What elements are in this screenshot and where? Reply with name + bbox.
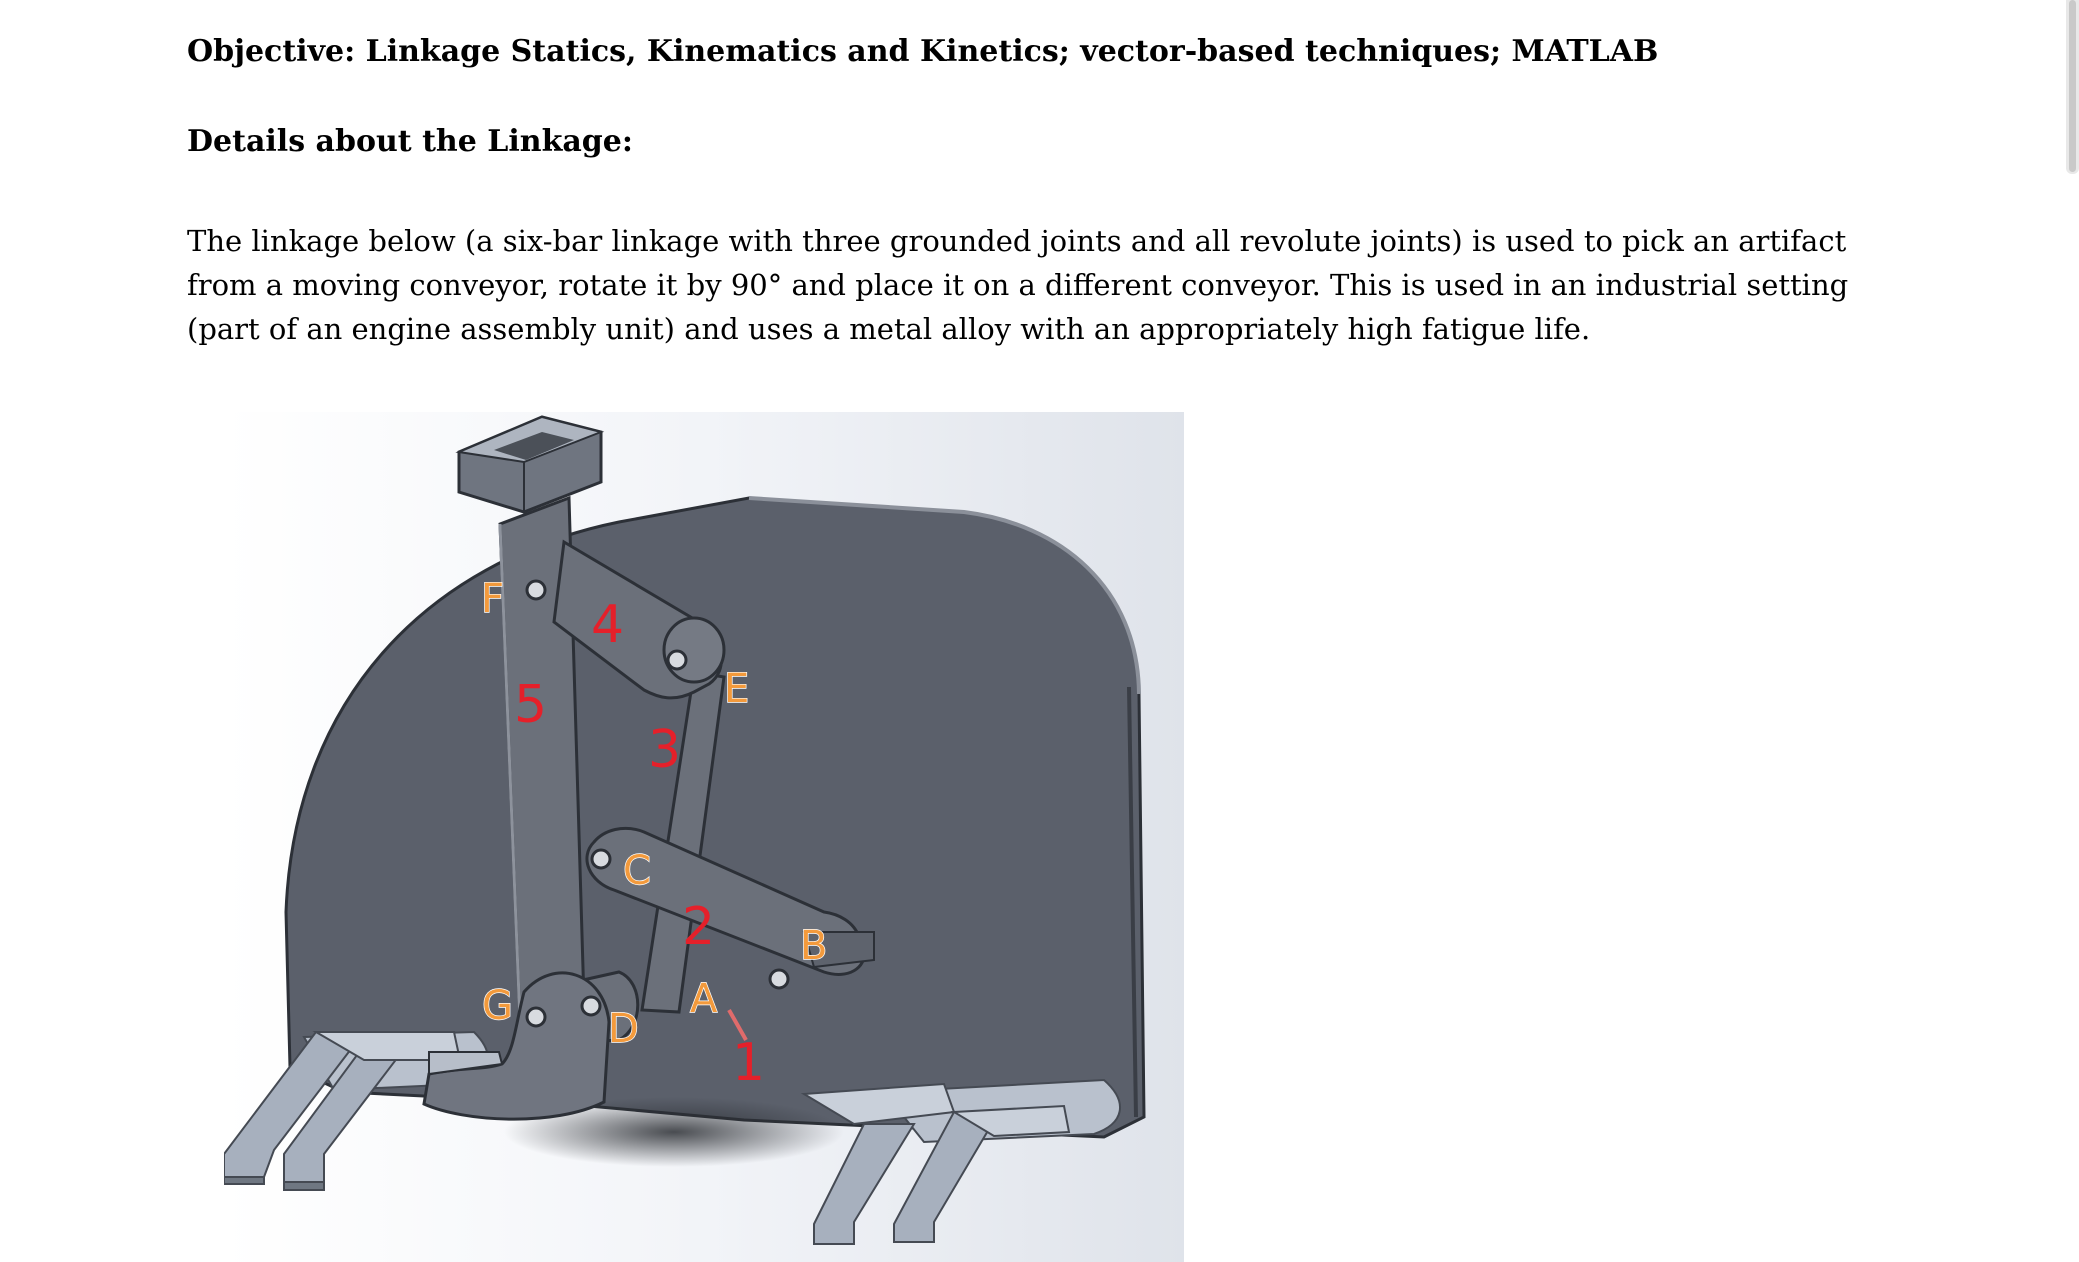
joint-label-c: C: [623, 848, 651, 894]
linkage-cad-render: [224, 412, 1184, 1262]
link-label-5: 5: [514, 675, 548, 735]
link-label-1: 1: [732, 1033, 766, 1093]
objective-heading: Objective: Linkage Statics, Kinematics and Kinetics; vector-based techniques; MATLAB: [187, 34, 1659, 69]
vertical-scrollbar[interactable]: [2066, 0, 2079, 174]
scrollbar-thumb[interactable]: [2069, 0, 2076, 172]
linkage-description: [187, 219, 1848, 351]
pin-d: [582, 997, 600, 1015]
linkage-figure: [224, 412, 1184, 1262]
details-heading: Details about the Linkage:: [187, 124, 633, 159]
joint-label-f: F: [481, 576, 505, 622]
pin-f: [527, 581, 545, 599]
link-label-4: 4: [591, 595, 625, 655]
joint-label-a: A: [690, 976, 718, 1022]
pin-b: [770, 970, 788, 988]
paragraph-line: (part of an engine assembly unit) and uses a metal alloy with an appropriately high fatigue life.: [187, 312, 1591, 346]
pin-e: [668, 651, 686, 669]
paragraph-line: from a moving conveyor, rotate it by 90° and place it on a different conveyor. This is used in an industrial setting: [187, 268, 1849, 302]
link-label-3: 3: [648, 720, 682, 780]
pin-c: [592, 850, 610, 868]
joint-label-g: G: [482, 983, 513, 1029]
joint-label-b: B: [800, 923, 828, 969]
joint-label-e: E: [724, 666, 750, 712]
joint-label-d: D: [608, 1006, 639, 1052]
pin-g: [527, 1008, 545, 1026]
paragraph-line: The linkage below (a six-bar linkage with three grounded joints and all revolute joints) is used to pick an artifact: [187, 224, 1847, 258]
link-label-2: 2: [682, 897, 716, 957]
